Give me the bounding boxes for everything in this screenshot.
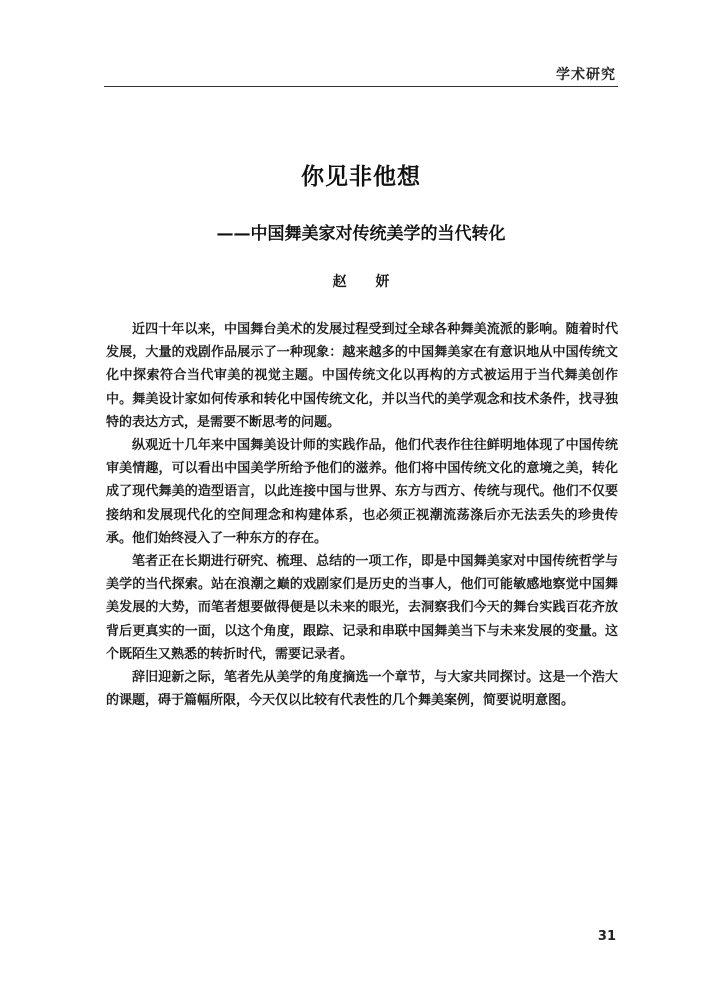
paragraph-3: 笔者正在长期进行研究、梳理、总结的一项工作，即是中国舞美家对中国传统哲学与美学的当代探索。站在浪潮之巅的戏剧家们是历史的当事人，他们可能敏感地察觉中国舞美发展的大势，而笔者想要做得便是以未来的眼光，去洞察我们今天的舞台实践百花齐放背后更真实的一面，以这个角度，跟踪、记录和串联中国舞美当下与未来发展的变量。这个既陌生又熟悉的转折时代，需要记录者。 <box>106 554 618 662</box>
page-number: 31 <box>597 929 616 944</box>
paragraph-1: 近四十年以来，中国舞台美术的发展过程受到过全球各种舞美流派的影响。随着时代发展，大量的戏剧作品展示了一种现象：越来越多的中国舞美家在有意识地从中国传统文化中探索符合当代审美的视觉主题。中国传统文化以再构的方式被运用于当代舞美创作中。舞美设计家如何传承和转化中国传统文化，并以当代的美学观念和技术条件，找寻独特的表达方式，是需要不断思考的问题。 <box>106 322 618 430</box>
article-subtitle: ——中国舞美家对传统美学的当代转化 <box>216 224 506 244</box>
author-name: 赵 妍 <box>332 274 402 290</box>
article-body <box>106 318 618 712</box>
article-title: 你见非他想 <box>301 164 421 190</box>
running-header <box>104 64 618 87</box>
section-label: 学术研究 <box>556 67 616 83</box>
paragraph-2: 纵观近十几年来中国舞美设计师的实践作品，他们代表作往往鲜明地体现了中国传统审美情趣，可以看出中国美学所给予他们的滋养。他们将中国传统文化的意境之美，转化成了现代舞美的造型语言，以此连接中国与世界、东方与西方、传统与现代。他们不仅要接纳和发展现代化的空间理念和构建体系，也必须正视潮流荡涤后亦无法丢失的珍贵传承。他们始终浸入了一种东方的存在。 <box>106 438 618 546</box>
paragraph-4: 辞旧迎新之际，笔者先从美学的角度摘选一个章节，与大家共同探讨。这是一个浩大的课题，碍于篇幅所限，今天仅以比较有代表性的几个舞美案例，简要说明意图。 <box>106 670 618 709</box>
